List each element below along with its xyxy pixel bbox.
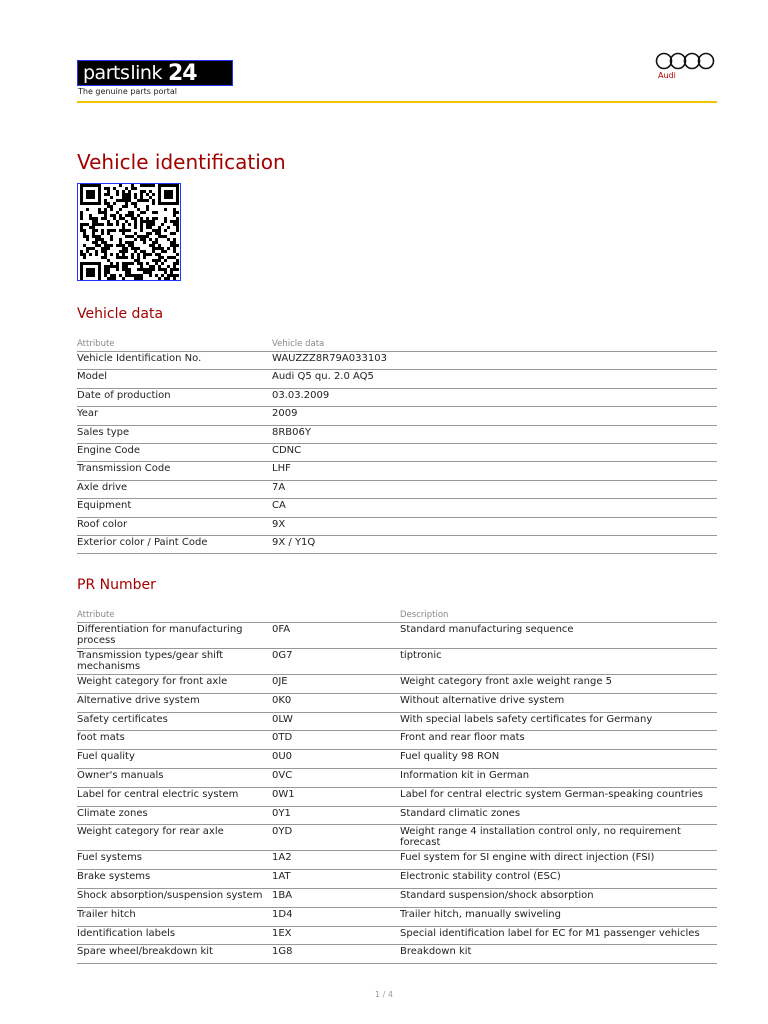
code-cell: 1AT [272,870,400,889]
value-cell: 8RB06Y [272,425,717,443]
table-row [77,768,717,787]
qr-code-icon [78,184,180,280]
attribute-cell: Vehicle Identification No. [77,352,272,370]
table-row [77,535,717,553]
table-row [77,388,717,406]
table-row [77,352,717,370]
description-cell: Fuel quality 98 RON [400,750,717,769]
attribute-cell: Fuel quality [77,750,272,769]
qr-code [77,183,181,281]
logo-link-text: link [130,62,162,84]
column-header-attribute: Attribute [77,610,272,623]
description-cell: Without alternative drive system [400,693,717,712]
description-cell: Information kit in German [400,768,717,787]
table-row [77,499,717,517]
table-row [77,517,717,535]
table-row [77,480,717,498]
value-cell: 7A [272,480,717,498]
audi-rings-icon [655,52,715,70]
description-cell: Breakdown kit [400,945,717,964]
description-cell: Standard suspension/shock absorption [400,888,717,907]
value-cell: 2009 [272,407,717,425]
attribute-cell: Equipment [77,499,272,517]
table-row [77,462,717,480]
attribute-cell: Safety certificates [77,712,272,731]
attribute-cell: Transmission types/gear shift mechanisms [77,649,272,675]
value-cell: 03.03.2009 [272,388,717,406]
code-cell: 1BA [272,888,400,907]
tagline: The genuine parts portal [78,87,177,96]
table-row [77,649,717,675]
pr-number-table [77,610,717,964]
table-row [77,907,717,926]
code-cell: 0G7 [272,649,400,675]
table-row [77,806,717,825]
page-indicator: 1 / 4 [375,990,393,999]
table-row [77,945,717,964]
audi-brand-text: Audi [658,71,676,80]
table-row [77,787,717,806]
value-cell: Audi Q5 qu. 2.0 AQ5 [272,370,717,388]
attribute-cell: Axle drive [77,480,272,498]
table-row [77,888,717,907]
table-row [77,443,717,461]
code-cell: 0YD [272,825,400,851]
description-cell: Label for central electric system German-speaking countries [400,787,717,806]
value-cell: 9X [272,517,717,535]
description-cell: Weight category front axle weight range 5 [400,675,717,694]
attribute-cell: Weight category for rear axle [77,825,272,851]
code-cell: 1A2 [272,851,400,870]
attribute-cell: Year [77,407,272,425]
table-row [77,693,717,712]
code-cell: 0TD [272,731,400,750]
column-header-description: Description [400,610,717,623]
table-row [77,851,717,870]
table-row [77,712,717,731]
attribute-cell: Transmission Code [77,462,272,480]
attribute-cell: Alternative drive system [77,693,272,712]
vehicle-data-header-row [77,339,717,352]
table-row [77,425,717,443]
code-cell: 0FA [272,623,400,649]
description-cell: Special identification label for EC for M1 passenger vehicles [400,926,717,945]
code-cell: 0W1 [272,787,400,806]
attribute-cell: Climate zones [77,806,272,825]
attribute-cell: Label for central electric system [77,787,272,806]
attribute-cell: Sales type [77,425,272,443]
attribute-cell: Engine Code [77,443,272,461]
code-cell: 0JE [272,675,400,694]
header-divider [77,101,717,103]
table-row [77,370,717,388]
attribute-cell: Spare wheel/breakdown kit [77,945,272,964]
attribute-cell: Identification labels [77,926,272,945]
table-row [77,731,717,750]
value-cell: LHF [272,462,717,480]
vehicle-data-heading: Vehicle data [77,306,164,322]
partslink24-logo[interactable] [77,60,233,86]
attribute-cell: Weight category for front axle [77,675,272,694]
description-cell: With special labels safety certificates for Germany [400,712,717,731]
attribute-cell: Shock absorption/suspension system [77,888,272,907]
vehicle-data-table [77,339,717,554]
description-cell: Fuel system for SI engine with direct injection (FSI) [400,851,717,870]
column-header-vehicle-data: Vehicle data [272,339,717,352]
attribute-cell: Trailer hitch [77,907,272,926]
table-row [77,926,717,945]
table-row [77,825,717,851]
audi-brand [655,52,715,80]
attribute-cell: Differentiation for manufacturing process [77,623,272,649]
logo-number-text: 24 [167,60,197,86]
code-cell: 0K0 [272,693,400,712]
attribute-cell: Date of production [77,388,272,406]
table-row [77,675,717,694]
code-cell: 1D4 [272,907,400,926]
column-header-code [272,610,400,623]
attribute-cell: foot mats [77,731,272,750]
attribute-cell: Fuel systems [77,851,272,870]
page-title: Vehicle identification [77,150,286,174]
attribute-cell: Model [77,370,272,388]
description-cell: Weight range 4 installation control only, no requirement forecast [400,825,717,851]
table-row [77,623,717,649]
logo-parts-text: parts [83,62,130,84]
pr-number-heading: PR Number [77,577,156,593]
attribute-cell: Exterior color / Paint Code [77,535,272,553]
code-cell: 0U0 [272,750,400,769]
value-cell: CDNC [272,443,717,461]
table-row [77,407,717,425]
pr-number-header-row [77,610,717,623]
value-cell: WAUZZZ8R79A033103 [272,352,717,370]
code-cell: 0LW [272,712,400,731]
code-cell: 0VC [272,768,400,787]
attribute-cell: Brake systems [77,870,272,889]
description-cell: Electronic stability control (ESC) [400,870,717,889]
value-cell: CA [272,499,717,517]
description-cell: Front and rear floor mats [400,731,717,750]
description-cell: Standard manufacturing sequence [400,623,717,649]
code-cell: 0Y1 [272,806,400,825]
attribute-cell: Owner's manuals [77,768,272,787]
description-cell: Standard climatic zones [400,806,717,825]
code-cell: 1G8 [272,945,400,964]
description-cell: Trailer hitch, manually swiveling [400,907,717,926]
description-cell: tiptronic [400,649,717,675]
value-cell: 9X / Y1Q [272,535,717,553]
column-header-attribute: Attribute [77,339,272,352]
attribute-cell: Roof color [77,517,272,535]
table-row [77,870,717,889]
code-cell: 1EX [272,926,400,945]
table-row [77,750,717,769]
